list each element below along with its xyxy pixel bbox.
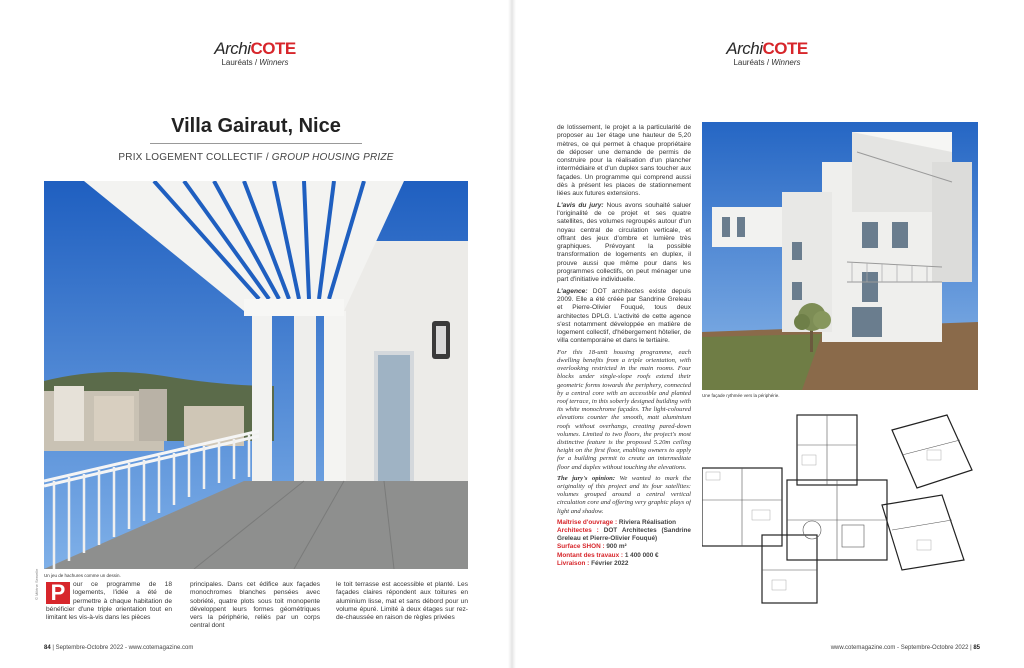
body-text-3: le toit terrasse est accessible et planté. Les façades claires répondent aux toitures en aluminium lisse, mat et sans débord pour un volume épuré. Limité à deux étages sur rez-de-chaussée en raison de règles privées: [336, 581, 468, 622]
english-paragraph: For this 18-unit housing programme, each dwelling benefits from a triple orientation, with overlooking restricted in the main rooms. Four blocks under single-slope roofs extend their geometric forms towards the periphery, connected by a central core with an accessible and planted roof terrace, in this soberly designed building with its white monochrome façades. The light-coloured elevations counter the smooth, matt aluminium roofs without overhangs, creating pared-down volumes. Limited to two floors, the project's most distinctive feature is the proposed 5.20m ceiling height on the first floor, enabling owners to apply for a building permit to create an intermediate floor and duplex without touching the elevations.: [557, 348, 691, 471]
footer-left-text: | Septembre-Octobre 2022 - www.cotemagazine.com: [50, 645, 194, 651]
agency-paragraph: [557, 288, 691, 346]
terrace-photo: [44, 181, 468, 569]
logo-laureats: Lauréats: [221, 58, 253, 67]
archicote-logo-left: ArchiCOTE Lauréats / Winners: [214, 39, 296, 67]
facade-caption: Une façade rythmée vers la périphérie.: [702, 393, 780, 398]
floor-plan: [702, 410, 978, 606]
logo-winners: Winners: [259, 58, 289, 67]
english-jury-paragraph: [557, 475, 691, 516]
prize-en: GROUP HOUSING PRIZE: [271, 152, 394, 163]
jury-paragraph: [557, 202, 691, 285]
prize-heading: PRIX LOGEMENT COLLECTIF / GROUP HOUSING PRIZE: [118, 152, 394, 163]
body-text-1: our ce programme de 18 logements, l'idée a été de permettre à chaque habitation de bénéficier d'une triple orientation tout en limitant les vis-à-vis dans les pièces: [46, 581, 172, 622]
title-divider: [150, 143, 362, 144]
agency-label: L'agence:: [557, 287, 588, 295]
logo-brand-b: COTE: [250, 39, 296, 58]
logo-brand-a: Archi: [726, 39, 763, 58]
prize-fr: PRIX LOGEMENT COLLECTIF: [118, 152, 263, 163]
footer-right-text: www.cotemagazine.com - Septembre-Octobre 2022 |: [830, 645, 974, 651]
project-facts: [557, 519, 691, 568]
logo-laureats: Lauréats: [733, 58, 765, 67]
body-text-2: principales. Dans cet édifice aux façades monochromes blanches pensées avec sobriété, quatre plots sous toit monopente développent leurs formes géométriques vers la périphérie, reliés par un corps central dont: [190, 581, 320, 630]
page-number-left: 84: [44, 645, 51, 651]
body-column-2: [190, 581, 320, 630]
jury-label: L'avis du jury:: [557, 201, 604, 209]
page-gutter: [508, 0, 516, 668]
english-jury-label: The jury's opinion:: [557, 474, 616, 482]
terrace-caption: Un jeu de hachures comme un dessin.: [44, 573, 121, 578]
jury-text: Nous avons souhaité saluer l'originalité de ce projet et ses quatre satellites, des volumes regroupés autour d'un noyau central de circulation verticale, et offrant des jeux d'ombre et lumière très graphiques. Prévoyant la possible transformation de logements en duplex, il prouve aussi que même pour dans les programmes collectifs, on peut ménager une part d'initiative individuelle.: [557, 201, 691, 284]
fact-cost: Montant des travaux : 1 400 000 €: [557, 551, 659, 559]
article-title: Villa Gairaut, Nice: [171, 115, 341, 137]
fact-surface: Surface SHON : 900 m²: [557, 543, 627, 551]
logo-winners: Winners: [771, 58, 801, 67]
archicote-logo-right: ArchiCOTE Lauréats / Winners: [726, 39, 808, 67]
english-jury-text: We wanted to mark the originality of this project and its four satellites: volumes grouped around a central vertical circulation core and offering very graphic plays of light and shadow.: [557, 474, 691, 515]
page-number-right: 85: [973, 645, 980, 651]
footer-left: [44, 645, 193, 651]
drop-cap: P: [46, 582, 70, 604]
logo-brand-b: COTE: [762, 39, 808, 58]
fact-delivery: Livraison : Février 2022: [557, 559, 629, 567]
footer-right: [831, 645, 980, 651]
body-text-4: de lotissement, le projet a la particularité de proposer au 1er étage une hauteur de 5,20 mètres, ce qui permet à chaque propriétaire de déposer une demande de permis de construire pour la réalisation d'un plancher intermédiaire et d'un duplex sans toucher aux façades. Un programme qui comprend aussi dès à présent les places de stationnement liées aux futures extensions.: [557, 124, 691, 198]
fact-architects: Architectes : DOT Architectes (Sandrine Greleau et Pierre-Olivier Fouqué): [557, 526, 691, 543]
logo-brand-a: Archi: [214, 39, 251, 58]
facade-photo: [702, 122, 978, 390]
body-column-3: [336, 581, 468, 625]
body-column-4: [557, 124, 691, 600]
photo-credit: © Milène Servelle: [34, 568, 39, 600]
fact-client: Maîtrise d'ouvrage : Riviera Réalisation: [557, 518, 677, 526]
agency-text: DOT architectes existe depuis 2009. Elle a été créée par Sandrine Greleau et Pierre-Olivier Fouqué, tous deux architectes DPLG. L'activité de cette agence s'est notamment développée en matière de logement collectif, d'hébergement hôtelier, de villa contemporaine et dans le tertiaire.: [557, 287, 691, 345]
body-column-1: [46, 581, 172, 625]
